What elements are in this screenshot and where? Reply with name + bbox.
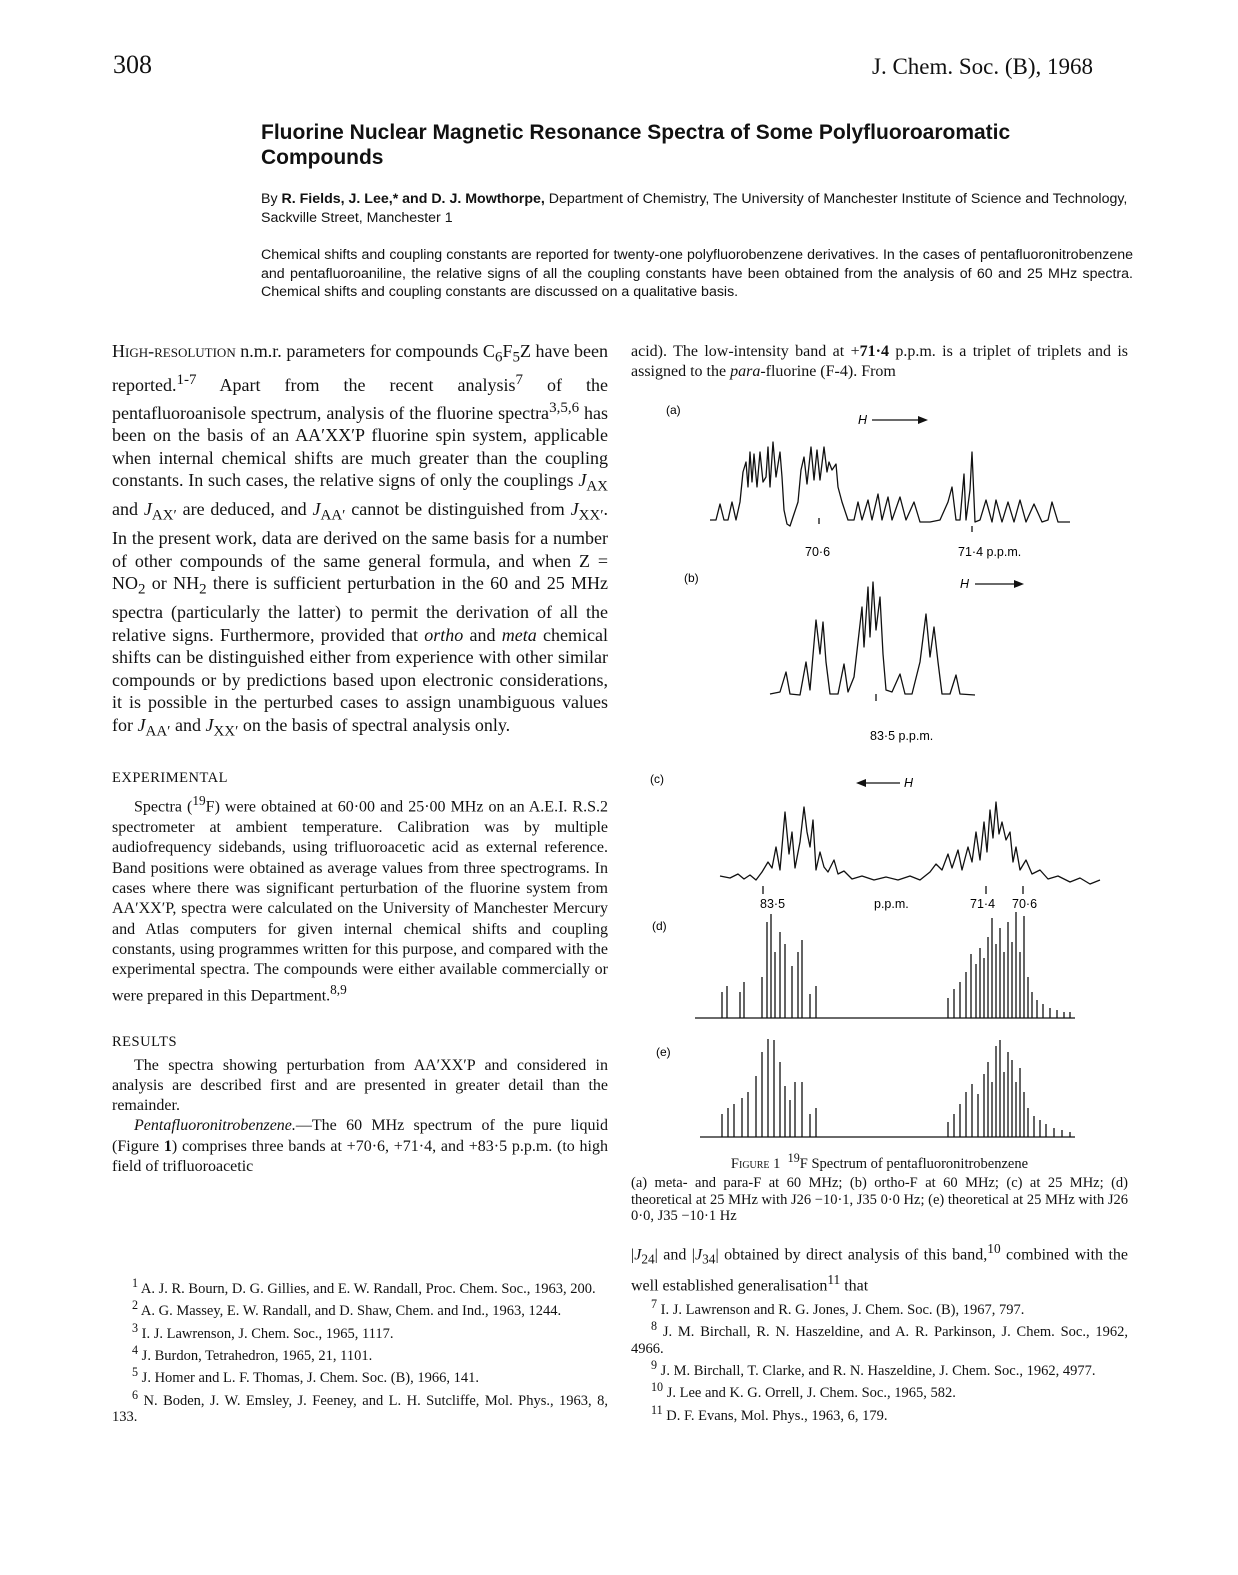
footnotes-right <box>631 1296 1128 1424</box>
subscript: AX <box>586 478 608 495</box>
footnote-text: J. M. Birchall, R. N. Haszeldine, and A. R. Parkinson, J. Chem. Soc., 1962, 4966. <box>631 1324 1129 1357</box>
reference-mark: 11 <box>827 1271 841 1287</box>
caption-figure-number: Figure 1 <box>730 1155 781 1172</box>
symbol-j: J <box>312 499 321 520</box>
results-text: p.p.m. is a triplet of triplets and is assigned to the <box>631 343 1129 381</box>
compound-heading: Pentafluoronitrobenzene. <box>134 1117 296 1135</box>
intro-text: cannot be distinguished from <box>345 499 571 520</box>
spectrum-trace-a <box>710 442 1070 526</box>
symbol-j: J <box>578 470 587 491</box>
subscript: XX′ <box>578 507 604 524</box>
results-continued <box>631 342 1128 383</box>
footnote <box>112 1297 608 1319</box>
intro-text: Apart from the recent analysis <box>196 375 516 396</box>
footnote-number: 1 <box>132 1276 139 1290</box>
intro-lead: High-resolution <box>112 341 236 361</box>
shift-mark: 83·5 <box>760 897 786 911</box>
left-column <box>112 340 608 1177</box>
reference-mark: 1-7 <box>176 372 197 389</box>
stick-spectrum-e <box>722 1039 1070 1137</box>
results-paragraph <box>112 1116 608 1177</box>
intro-text: are deduced, and <box>176 499 313 520</box>
journal-name: J. Chem. Soc. (B), 1968 <box>872 54 1094 79</box>
footnote <box>631 1379 1128 1401</box>
caption-title <box>631 1150 1128 1172</box>
footnote-text: J. M. Birchall, T. Clarke, and R. N. Haszeldine, J. Chem. Soc., 1962, 4977. <box>660 1362 1096 1379</box>
subscript: 2 <box>199 581 207 598</box>
experimental-paragraph <box>112 791 608 1007</box>
results-text: combined with the well established generalisation <box>631 1246 1129 1295</box>
intro-text: Z have been reported. <box>112 341 609 396</box>
footnote-number: 6 <box>132 1387 139 1402</box>
intro-text: on the basis of spectral analysis only. <box>238 714 511 735</box>
footnotes-left <box>112 1275 608 1425</box>
footnote <box>631 1357 1128 1379</box>
byline <box>261 190 1133 228</box>
footnote-text: A. G. Massey, E. W. Randall, and D. Shaw, Chem. and Ind., 1963, 1244. <box>140 1303 562 1320</box>
shift-mark: 70·6 <box>1012 897 1038 911</box>
results-text: acid). The low-intensity band at + <box>631 343 860 360</box>
intro-text: chemical shifts can be distinguished either from experience with other similar compounds or by predictions based upon electronic considerations, it is possible in the perturbed cases to assign unambiguous values for <box>112 624 608 735</box>
subscript: 2 <box>138 581 146 598</box>
caption-body: (a) meta- and para-F at 60 MHz; (b) ortho-F at 60 MHz; (c) at 25 MHz; (d) theoretical at 25 MHz with J26 −10·1, J35 0·0 Hz; (e) theoretical at 25 MHz with J26 0·0, J35 −10·1 Hz <box>631 1175 1128 1225</box>
footnote-number: 10 <box>651 1380 664 1395</box>
footnote-text: I. J. Lawrenson, J. Chem. Soc., 1965, 1117. <box>141 1325 394 1342</box>
footnote <box>631 1296 1128 1318</box>
footnote-text: N. Boden, J. W. Emsley, J. Feeney, and L. H. Sutcliffe, Mol. Phys., 1963, 8, 133. <box>112 1392 609 1425</box>
shift-mark: 71·4 <box>970 897 996 911</box>
footnote-number: 9 <box>651 1358 658 1373</box>
footnote-number: 5 <box>132 1365 139 1380</box>
reference-mark: 7 <box>515 372 523 389</box>
results-text: ) comprises three bands at +70·6, +71·4, and +83·5 p.p.m. (to high field of trifluoroacetic <box>112 1137 608 1176</box>
results-text: that <box>840 1277 869 1295</box>
footnote-text: A. J. R. Bourn, D. G. Gillies, and E. W. Randall, Proc. Chem. Soc., 1963, 200. <box>140 1280 596 1297</box>
symbol-j: J <box>137 714 146 735</box>
experimental-text: F) were obtained at 60·00 and 25·00 MHz on an A.E.I. R.S.2 spectrometer at ambient temperature. Calibration was by multiple audiofrequency sidebands, using trifluoroacetic acid as external reference. Band positions were obtained as average values from three spectrograms. In cases where there was significant perturbation of the fluorine system from AA′XX′P, spectra were calculated on the University of Manchester Mercury and Atlas computers for given internal chemical shifts and coupling constants, using programmes written for this purpose, and compared with the experimental spectra. The compounds were either available commercially or were prepared in this Department. <box>112 798 608 1005</box>
symbol-j: J <box>570 499 579 520</box>
subscript: 24 <box>641 1251 655 1267</box>
italic-term: para <box>730 363 761 381</box>
footnote-number: 7 <box>651 1297 658 1311</box>
footnote-number: 11 <box>651 1402 663 1417</box>
arrowhead-icon <box>1014 580 1024 588</box>
spectrum-trace-b <box>770 582 975 695</box>
superscript: 19 <box>787 1151 800 1165</box>
intro-text: and <box>463 624 502 645</box>
caption-title-text: F Spectrum of pentafluoronitrobenzene <box>799 1155 1029 1172</box>
results-text: | obtained by direct analysis of this band, <box>715 1246 988 1264</box>
symbol-j: J <box>143 499 152 520</box>
results-text: | and | <box>654 1246 696 1264</box>
ppm-label: p.p.m. <box>874 897 909 911</box>
right-column-bottom <box>631 1239 1128 1296</box>
footnote-number: 8 <box>651 1319 658 1334</box>
intro-text: has been on the basis of an AA′XX′P fluorine spin system, applicable when internal chemical shifts are much greater than the coupling constants. In such cases, the relative signs of only the couplings <box>112 402 609 491</box>
subscript: 5 <box>512 349 520 366</box>
intro-text: and <box>112 499 144 520</box>
superscript: 19 <box>192 793 206 809</box>
intro-text: . In the present work, data are derived on the same basis for a number of other compounds of the same general formula, and when Z = NO <box>112 499 609 594</box>
shift-mark: 70·6 <box>805 545 831 559</box>
results-section <box>112 1056 608 1178</box>
byline-by: By <box>261 191 278 207</box>
footnote-text: J. Burdon, Tetrahedron, 1965, 21, 1101. <box>141 1347 373 1364</box>
intro-text: of the pentafluoroanisole spectrum, analysis of the fluorine spectra <box>112 375 608 423</box>
stick-spectrum-d <box>722 912 1070 1018</box>
results-text: | <box>631 1246 635 1264</box>
results-paragraph: The spectra showing perturbation from AA′XX′P and considered in analysis are described first and are presented in greater detail than the remainder. <box>112 1056 608 1115</box>
subscript: AA′ <box>145 723 171 740</box>
results-continued <box>631 1239 1128 1296</box>
panel-label-b: (b) <box>684 571 699 585</box>
shift-mark: 83·5 p.p.m. <box>870 729 934 743</box>
intro-paragraph <box>112 340 608 743</box>
author-names: R. Fields, J. Lee,* and D. J. Mowthorpe, <box>281 191 545 207</box>
intro-text: F <box>502 341 513 361</box>
footnote-number: 3 <box>132 1320 139 1335</box>
panel-label-d: (d) <box>652 919 667 933</box>
footnote-number: 4 <box>132 1342 139 1357</box>
subscript: 6 <box>494 349 503 366</box>
footnote-text: D. F. Evans, Mol. Phys., 1963, 6, 179. <box>666 1407 888 1424</box>
experimental-section <box>112 791 608 1007</box>
figure-caption <box>631 1150 1128 1225</box>
experimental-heading: EXPERIMENTAL <box>112 769 228 786</box>
figure-1-spectra <box>630 392 1130 1147</box>
footnote <box>112 1275 608 1297</box>
figure-ref: 1 <box>163 1137 172 1155</box>
right-column-top <box>631 342 1128 383</box>
footnote <box>631 1402 1128 1424</box>
results-text: -fluorine (F-4). From <box>760 363 896 381</box>
footnote <box>112 1387 608 1426</box>
intro-text: n.m.r. parameters for compounds C <box>240 341 495 361</box>
symbol-j: J <box>205 714 214 735</box>
subscript: AX′ <box>151 507 177 524</box>
symbol-j: J <box>634 1246 642 1264</box>
page-number: 308 <box>113 50 152 79</box>
panel-label-a: (a) <box>666 403 681 417</box>
panel-label-c: (c) <box>650 772 664 786</box>
intro-text: and <box>170 714 206 735</box>
arrowhead-icon <box>918 416 928 424</box>
shift-mark: 71·4 p.p.m. <box>958 545 1022 559</box>
field-label: H <box>858 413 868 427</box>
field-label: H <box>960 577 970 591</box>
footnote <box>112 1320 608 1342</box>
reference-mark: 8,9 <box>330 982 347 998</box>
panel-label-e: (e) <box>656 1045 671 1059</box>
experimental-text: Spectra ( <box>134 798 193 816</box>
footnote <box>631 1318 1128 1357</box>
reference-mark: 10 <box>987 1241 1001 1256</box>
footnote <box>112 1342 608 1364</box>
affiliation: Department of Chemistry, The University of Manchester Institute of Science and Technology, Sackville Street, Manchester 1 <box>261 191 1128 226</box>
symbol-j: J <box>695 1246 703 1264</box>
results-text: —The 60 MHz spectrum of the pure liquid (Figure <box>112 1117 608 1155</box>
spectrum-trace-c <box>720 802 1100 884</box>
footnote <box>112 1364 608 1386</box>
subscript: AA′ <box>320 507 346 524</box>
subscript: XX′ <box>213 723 239 740</box>
footnote-text: J. Lee and K. G. Orrell, J. Chem. Soc., 1965, 582. <box>666 1385 956 1402</box>
italic-term: ortho <box>424 624 464 645</box>
arrowhead-icon <box>856 779 866 787</box>
italic-term: meta <box>501 624 537 645</box>
results-heading: RESULTS <box>112 1034 178 1051</box>
shift-value: 71·4 <box>859 343 889 360</box>
footnote-number: 2 <box>132 1298 139 1313</box>
intro-text: or NH <box>145 573 200 594</box>
intro-text: there is sufficient perturbation in the 60 and 25 MHz spectra (particularly the latter) to permit the derivation of all the relative signs. Furthermore, provided that <box>112 573 608 645</box>
abstract: Chemical shifts and coupling constants are reported for twenty-one polyfluorobenzene derivatives. In the cases of pentafluoronitrobenzene and pentafluoroaniline, the relative signs of all the coupling constants have been obtained from the analysis of 60 and 25 MHz spectra. Chemical shifts and coupling constants are discussed on a qualitative basis. <box>261 247 1133 300</box>
article-title: Fluorine Nuclear Magnetic Resonance Spectra of Some Polyfluoroaromatic Compounds <box>261 121 1011 169</box>
footnote-text: I. J. Lawrenson and R. G. Jones, J. Chem. Soc. (B), 1967, 797. <box>660 1301 1025 1318</box>
reference-mark: 3,5,6 <box>549 399 580 416</box>
subscript: 34 <box>702 1251 716 1267</box>
footnote-text: J. Homer and L. F. Thomas, J. Chem. Soc. (B), 1966, 141. <box>141 1370 479 1387</box>
field-label: H <box>904 776 914 790</box>
